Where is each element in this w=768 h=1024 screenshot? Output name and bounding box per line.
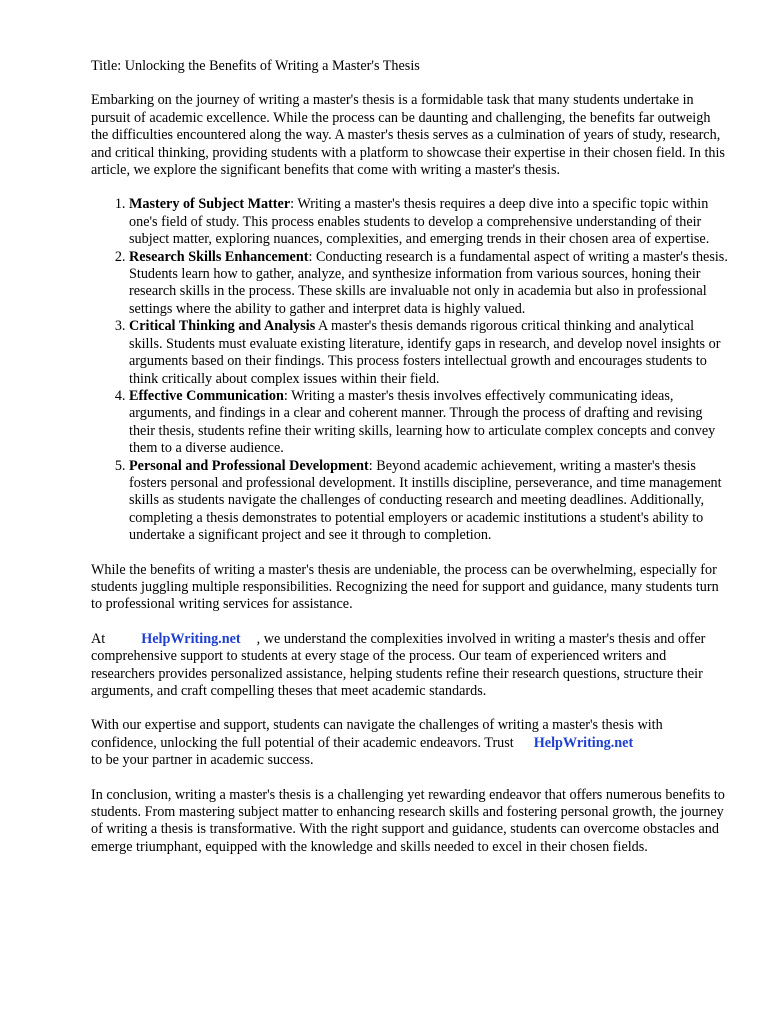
expertise-paragraph xyxy=(91,717,731,769)
support-prefix: At xyxy=(91,630,106,647)
benefit-item-research xyxy=(129,249,731,319)
benefit-text: Writing a master's thesis requires a deep dive into a specific topic within one's field of study. This process enables students to develop a comprehensive understanding of their subject matter, exploring nuances, complexities, and emerging trends in their chosen area of expertise. xyxy=(129,196,710,248)
benefit-separator: : xyxy=(308,248,313,265)
benefit-item-communication xyxy=(129,388,731,458)
benefit-text: A master's thesis demands rigorous critical thinking and analytical skills. Students must evaluate existing literature, identify gaps in research, and develop novel insights or arguments based on their findings. This process fosters intellectual growth and encourages students to think critically about complex issues within their field. xyxy=(129,318,721,387)
expertise-suffix: to be your partner in academic success. xyxy=(91,752,314,769)
benefit-term: Research Skills Enhancement xyxy=(129,248,309,265)
support-paragraph xyxy=(91,631,731,701)
benefit-text: Conducting research is a fundamental aspect of writing a master's thesis. Students learn how to gather, analyze, and synthesize information from various sources, honing their research skills in the process. These skills are invaluable not only in academia but also in professional settings where the ability to gather and interpret data is highly valued. xyxy=(129,248,728,317)
benefit-separator: : xyxy=(290,196,295,213)
expertise-prefix: With our expertise and support, students can navigate the challenges of writing a master's thesis with confidence, unlocking the full potential of their academic endeavors. Trust xyxy=(91,717,663,751)
benefit-separator: : xyxy=(283,387,288,404)
document-title: Title: Unlocking the Benefits of Writing a Master's Thesis xyxy=(91,58,420,74)
helpwriting-link-trust[interactable]: HelpWriting.net xyxy=(533,734,634,751)
helpwriting-link[interactable]: HelpWriting.net xyxy=(141,630,241,647)
benefits-list xyxy=(91,196,731,544)
document-page xyxy=(91,58,731,873)
benefit-term: Personal and Professional Development xyxy=(129,457,369,474)
benefit-term: Critical Thinking and Analysis xyxy=(129,318,316,335)
benefit-item-mastery xyxy=(129,196,731,248)
benefit-separator: : xyxy=(368,457,373,474)
benefit-text: Beyond academic achievement, writing a master's thesis fosters personal and professional development. It instills discipline, perseverance, and time management skills as students navigate the challenges of conducting research and meeting deadlines. Additionally, completing a thesis demonstrates to potential employers or academic institutions a student's ability to undertake a significant project and see it through to completion. xyxy=(129,457,722,544)
benefit-term: Mastery of Subject Matter xyxy=(129,196,291,213)
benefit-term: Effective Communication xyxy=(129,387,284,404)
benefit-item-development xyxy=(129,458,731,545)
support-suffix: , we understand the complexities involved in writing a master's thesis and offer comprehensive support to students at every stage of the process. Our team of experienced writers and researchers provides personalized assistance, helping students refine their research questions, structure their arguments, and craft compelling theses that meet academic standards. xyxy=(91,630,706,699)
conclusion-paragraph: In conclusion, writing a master's thesis is a challenging yet rewarding endeavor that offers numerous benefits to students. From mastering subject matter to enhancing research skills and fostering personal growth, the journey of writing a thesis is transformative. With the right support and guidance, students can overcome obstacles and emerge triumphant, equipped with the knowledge and skills needed to excel in their chosen fields. xyxy=(91,786,725,855)
overwhelming-paragraph: While the benefits of writing a master's thesis are undeniable, the process can be overwhelming, especially for students juggling multiple responsibilities. Recognizing the need for support and guidance, many students turn to professional writing services for assistance. xyxy=(91,561,719,613)
benefit-item-critical-thinking xyxy=(129,318,731,388)
intro-paragraph: Embarking on the journey of writing a master's thesis is a formidable task that many students undertake in pursuit of academic excellence. While the process can be daunting and challenging, the benefits far outweigh the difficulties encountered along the way. A master's thesis serves as a culmination of years of study, research, and critical thinking, providing students with a platform to showcase their expertise in their chosen field. In this article, we explore the significant benefits that come with writing a master's thesis. xyxy=(91,92,725,179)
benefit-text: Writing a master's thesis involves effectively communicating ideas, arguments, and findings in a clear and coherent manner. Through the process of drafting and revising their thesis, students refine their writing skills, learning how to articulate complex concepts and convey them to a diverse audience. xyxy=(129,387,716,457)
